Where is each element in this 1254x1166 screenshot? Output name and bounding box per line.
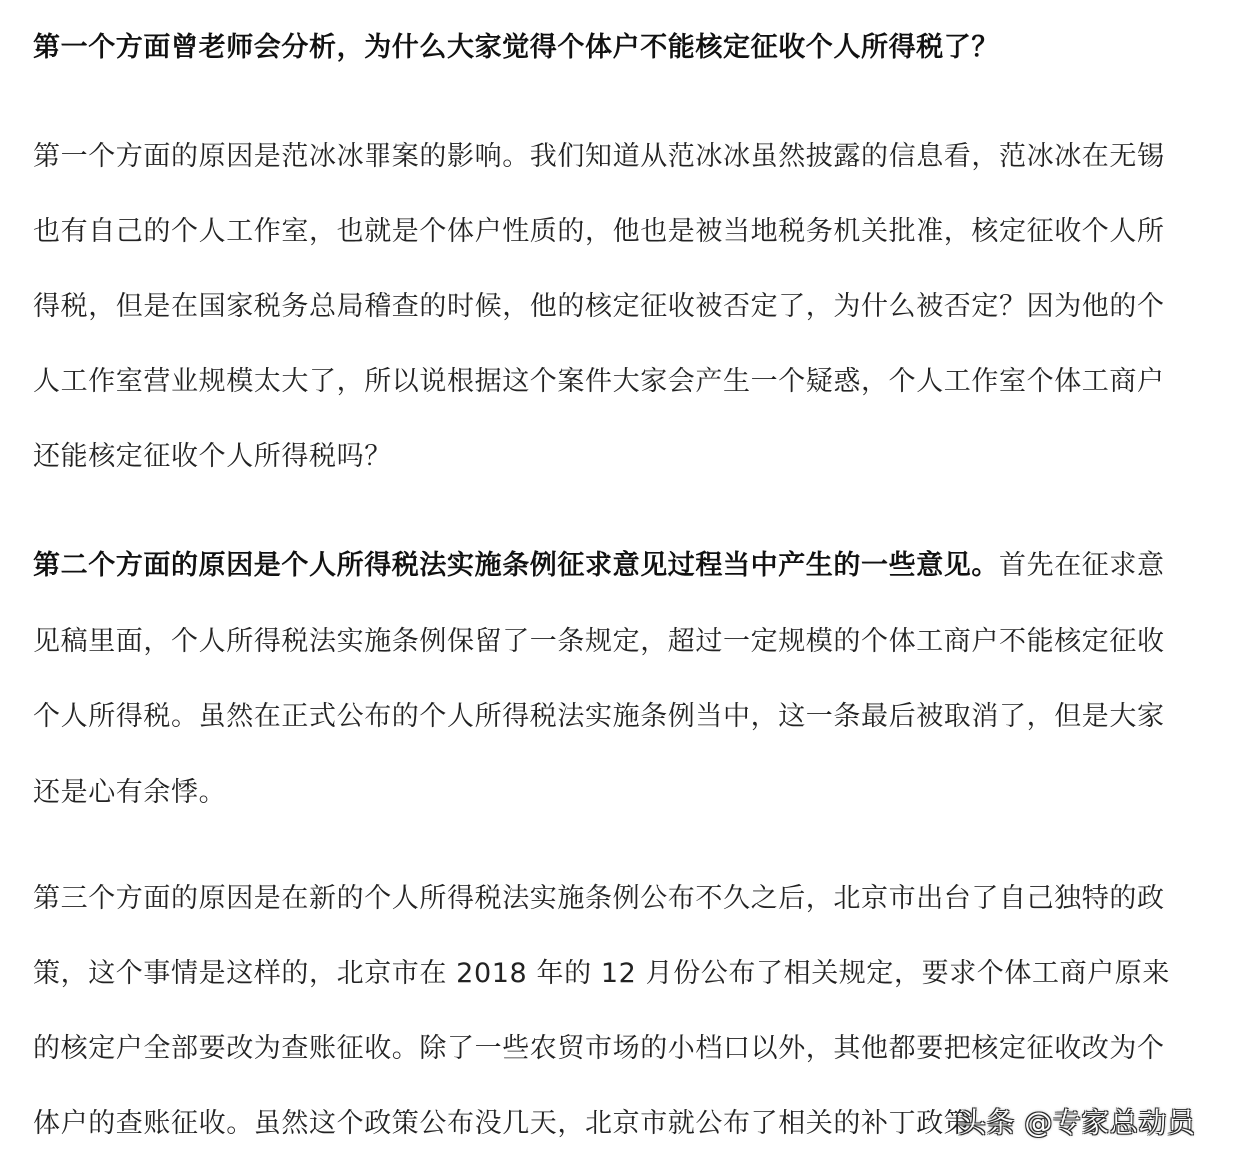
paragraph-text: 首先在征求意 (999, 550, 1165, 581)
emphasis-text: 第二个方面的原因是个人所得税法实施条例征求意见过程当中产生的一些意见。 (33, 550, 999, 581)
paragraph-line: 策，这个事情是这样的，北京市在 2018 年的 12 月份公布了相关规定，要求个体工商户原来 (33, 958, 1170, 989)
paragraph-line: 个人所得税。虽然在正式公布的个人所得税法实施条例当中，这一条最后被取消了，但是大家 (33, 701, 1165, 732)
paragraph-line: 得税，但是在国家税务总局稽查的时候，他的核定征收被否定了，为什么被否定？因为他的个 (33, 291, 1165, 322)
paragraph-line: 还是心有余悸。 (33, 777, 227, 808)
paragraph-line: 体户的查账征收。虽然这个政策公布没几天，北京市就公布了相关的补丁政策 (33, 1108, 972, 1139)
paragraph-line: 见稿里面，个人所得税法实施条例保留了一条规定，超过一定规模的个体工商户不能核定征收 (33, 626, 1165, 657)
paragraph-line: 第三个方面的原因是在新的个人所得税法实施条例公布不久之后，北京市出台了自己独特的政 (33, 883, 1165, 914)
paragraph-line: 人工作室营业规模太大了，所以说根据这个案件大家会产生一个疑惑，个人工作室个体工商户 (33, 366, 1165, 397)
paragraph-line: 也有自己的个人工作室，也就是个体户性质的，他也是被当地税务机关批准，核定征收个人所 (33, 216, 1165, 247)
paragraph-line: 的核定户全部要改为查账征收。除了一些农贸市场的小档口以外，其他都要把核定征收改为个 (33, 1033, 1165, 1064)
paragraph-line: 第一个方面的原因是范冰冰罪案的影响。我们知道从范冰冰虽然披露的信息看，范冰冰在无锡 (33, 141, 1165, 172)
paragraph-line: 还能核定征收个人所得税吗？ (33, 441, 392, 472)
section-heading: 第一个方面曾老师会分析，为什么大家觉得个体户不能核定征收个人所得税了？ (33, 32, 999, 63)
source-watermark: 头条 @专家总动员 (958, 1106, 1196, 1139)
paragraph-line (33, 549, 1165, 583)
